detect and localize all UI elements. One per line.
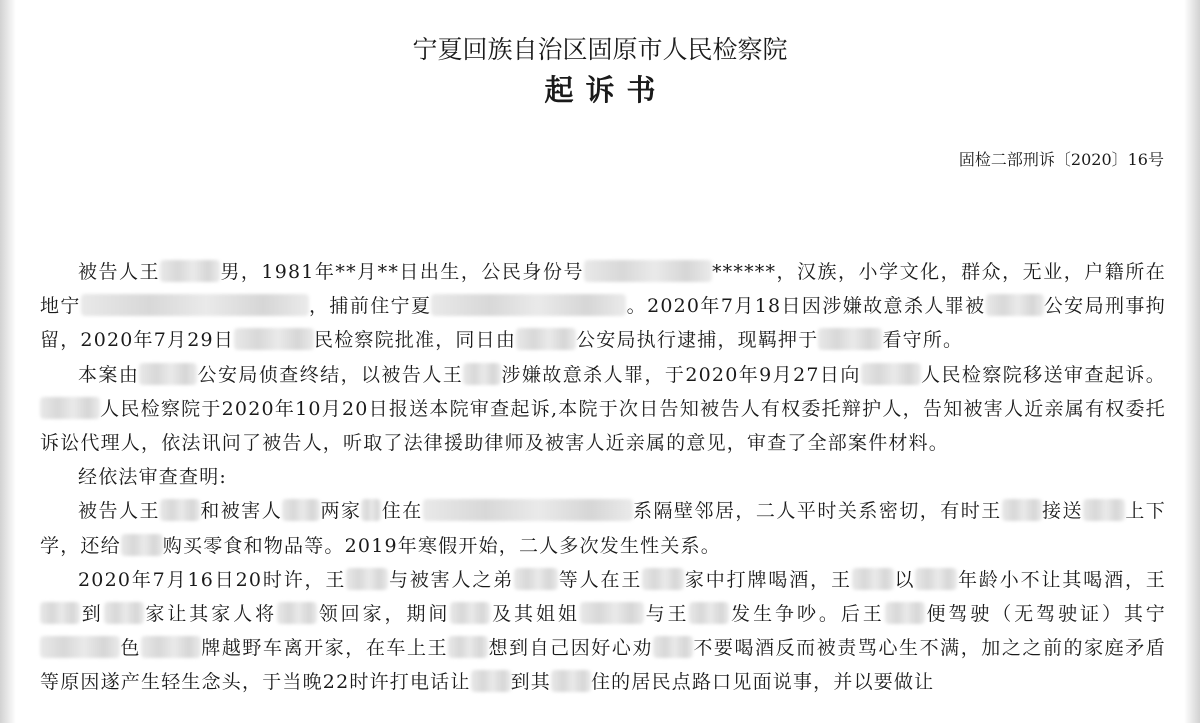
redacted-name [104, 602, 144, 624]
text-segment: 以 [893, 568, 916, 591]
redacted-name [885, 602, 925, 624]
redacted-name [689, 602, 729, 624]
text-segment: 男，1981年**月**日出生，公民身份号 [220, 261, 584, 283]
text-segment: 年龄小不让其喝酒，王 [957, 568, 1167, 591]
text-segment: 和被害人 [199, 500, 283, 523]
text-segment: 家让其家人将 [143, 603, 278, 626]
text-segment: 等人在王 [558, 568, 643, 591]
redacted-name [277, 602, 317, 624]
text-segment: 便驾驶（无驾驶证）其宁 [924, 603, 1167, 626]
text-segment: ******，汉族，小学文化，群众，无业，户籍所在地宁 [40, 261, 1166, 318]
document-number: 固检二部刑诉〔2020〕16号 [958, 150, 1164, 169]
text-segment: 住的居民点路口见面说事，并以要做让 [590, 671, 935, 694]
text-segment: 两家 [320, 500, 362, 523]
redacted-text [361, 499, 381, 521]
paragraph-facts-relationship [40, 494, 1166, 562]
redacted-id-number [584, 260, 712, 282]
redacted-place [861, 363, 921, 385]
redacted-name [121, 534, 163, 556]
redacted-address [431, 294, 626, 316]
text-segment: 涉嫌故意杀人罪，于2020年9月27日向 [501, 363, 861, 386]
redacted-name [514, 568, 558, 590]
text-segment: 2020年7月16日20时许，王 [78, 568, 347, 591]
redacted-place [818, 328, 882, 350]
paragraph-case-procedure [40, 358, 1166, 461]
redacted-place [516, 328, 576, 350]
text-segment: 公安局执行逮捕，现羁押于 [576, 329, 819, 352]
text-segment: 牌越野车离开家，在车上王 [200, 637, 449, 660]
paragraph-defendant-info [40, 255, 1166, 358]
text-segment: 本案由 [78, 363, 140, 386]
redacted-name [1002, 499, 1042, 521]
redacted-name [580, 602, 644, 624]
text-segment: 购买零食和物品等。2019年寒假开始，二人多次发生性关系。 [162, 534, 721, 557]
text-segment: 发生争吵。后王 [729, 603, 885, 626]
redacted-name [346, 568, 388, 590]
text-segment: 不要喝酒反而被责骂心生不满，加之之前的家庭矛盾等原因遂产生轻生念头，于当晚22时许打电话让 [40, 637, 1166, 694]
redacted-name [448, 636, 488, 658]
text-segment: 接送 [1041, 500, 1084, 523]
redacted-name [40, 602, 80, 624]
text-segment: 公安局刑事拘留，2020年7月29日 [40, 295, 1166, 352]
redacted-name [653, 636, 693, 658]
redacted-brand [141, 636, 201, 658]
text-segment: 民检察院批准，同日由 [314, 329, 517, 352]
redacted-name [450, 602, 490, 624]
redacted-name [160, 499, 200, 521]
text-segment: 住在 [381, 500, 423, 523]
redacted-name [463, 363, 501, 385]
text-segment: 。2020年7月18日因涉嫌故意杀人罪被 [626, 295, 986, 318]
redacted-plate [40, 636, 120, 658]
redacted-name [852, 568, 894, 590]
text-segment: 人民检察院于2020年10月20日报送本院审查起诉,本院于次日告知被告人有权委托辩护人，告知被害人近亲属有权委托诉讼代理人，依法讯问了被告人，听取了法律援助律师及被害人近亲属的意见，审查了全部案件材料。 [40, 397, 1166, 455]
text-segment: 及其姐姐 [490, 603, 580, 626]
redacted-place [986, 294, 1044, 316]
redacted-place [551, 670, 591, 692]
redacted-name [1083, 499, 1125, 521]
text-segment: 到 [80, 603, 104, 626]
redacted-address [423, 499, 633, 521]
text-segment: 色 [120, 637, 141, 660]
redacted-place [139, 363, 197, 385]
redacted-name [642, 568, 684, 590]
text-segment: 家中打牌喝酒，王 [684, 568, 852, 591]
document-title: 起诉书 [544, 73, 668, 107]
redacted-address [81, 294, 309, 316]
paragraph-facts-incident [40, 563, 1166, 700]
text-segment: 被告人王 [78, 500, 160, 523]
text-segment: 公安局侦查终结，以被告人王 [197, 363, 464, 386]
redacted-name [471, 670, 511, 692]
organization-name: 宁夏回族自治区固原市人民检察院 [412, 35, 788, 64]
text-segment: 与被害人之弟 [388, 568, 515, 591]
text-segment: 被告人王 [78, 261, 161, 283]
text-segment: 上下学，还给 [40, 500, 1166, 557]
redacted-place [234, 328, 314, 350]
text-segment: 系隔壁邻居，二人平时关系密切，有时王 [632, 500, 1002, 523]
redacted-name [282, 499, 320, 521]
document-body [40, 255, 1166, 700]
redacted-name [915, 568, 957, 590]
text-segment: 到其 [510, 671, 551, 694]
text-segment: ，捕前住宁夏 [308, 295, 432, 318]
text-segment: 领回家，期间 [317, 603, 451, 626]
paragraph-findings-heading: 经依法审查查明: [78, 466, 228, 489]
text-segment: 与王 [643, 603, 690, 626]
text-segment: 人民检察院移送审查起诉。 [920, 363, 1166, 386]
text-segment: 想到自己因好心劝 [488, 637, 653, 660]
text-segment: 看守所。 [882, 329, 964, 352]
redacted-name [160, 260, 220, 282]
redacted-place [40, 397, 100, 419]
